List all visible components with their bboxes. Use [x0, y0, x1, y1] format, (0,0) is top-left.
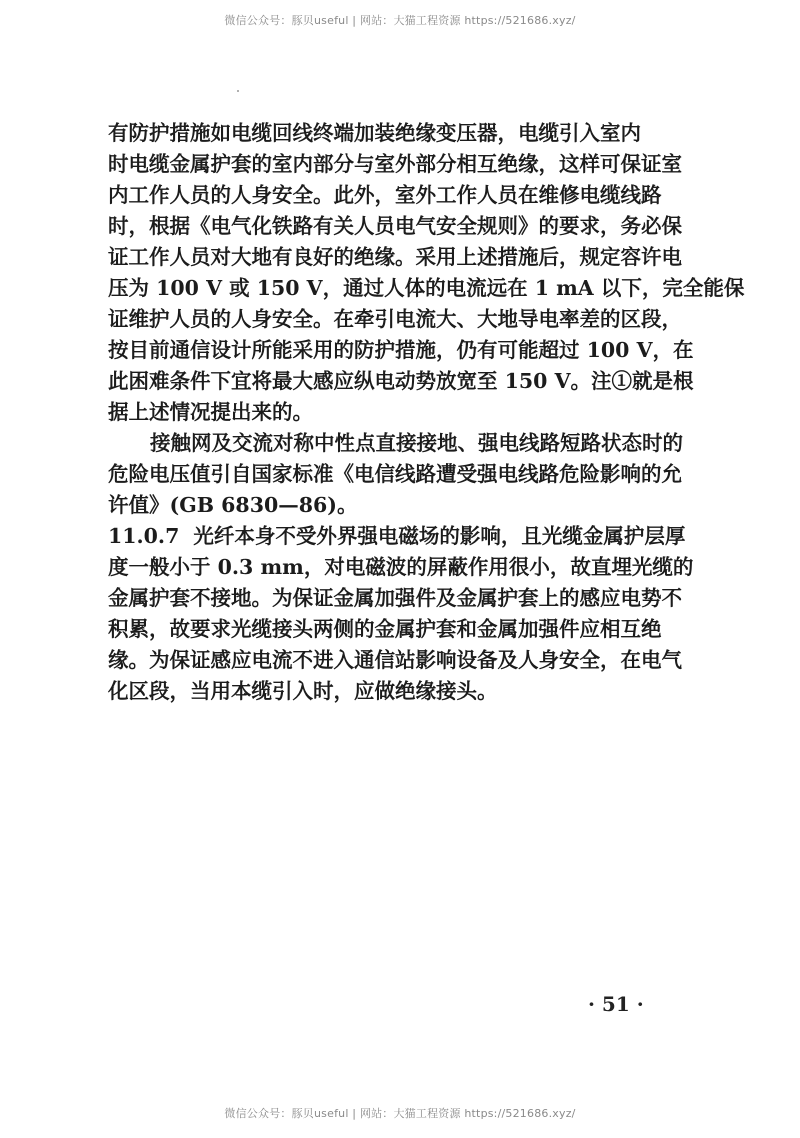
text-line: 有防护措施如电缆回线终端加装绝缘变压器，电缆引入室内	[108, 121, 641, 145]
text-line: 度一般小于 0.3 mm，对电磁波的屏蔽作用很小，故直埋光缆的	[108, 555, 694, 579]
text-line: 化区段，当用本缆引入时，应做绝缘接头。	[108, 679, 498, 703]
text-line: 内工作人员的人身安全。此外，室外工作人员在维修电缆线路	[108, 183, 662, 207]
section-number: 11.0.7	[108, 524, 180, 548]
text-line: 按目前通信设计所能采用的防护措施，仍有可能超过 100 V，在	[108, 338, 694, 362]
text-line: 压为 100 V 或 150 V，通过人体的电流远在 1 mA 以下，完全能保	[108, 276, 745, 300]
watermark-top: 微信公众号：豚贝useful | 网站：大猫工程资源 https://521686.xyz/	[224, 14, 576, 27]
document-body	[108, 118, 745, 707]
section-first-line	[108, 521, 692, 552]
text-line: 危险电压值引自国家标准《电信线路遭受强电线路危险影响的允	[108, 462, 682, 486]
paragraph-1	[108, 118, 745, 428]
text-line: 金属护套不接地。为保证金属加强件及金属护套上的感应电势不	[108, 586, 682, 610]
page-number: · 51 ·	[588, 992, 644, 1016]
text-line: 据上述情况提出来的。	[108, 400, 313, 424]
text-line: 证维护人员的人身安全。在牵引电流大、大地导电率差的区段，	[108, 307, 682, 331]
text-line: 此困难条件下宜将最大感应纵电动势放宽至 150 V。注①就是根	[108, 369, 694, 393]
scan-dot	[237, 90, 239, 92]
text-line: 光纤本身不受外界强电磁场的影响，且光缆金属护层厚	[193, 524, 686, 548]
text-line: 证工作人员对大地有良好的绝缘。采用上述措施后，规定容许电	[108, 245, 682, 269]
text-line: 积累，故要求光缆接头两侧的金属护套和金属加强件应相互绝	[108, 617, 662, 641]
watermark-bottom: 微信公众号：豚贝useful | 网站：大猫工程资源 https://521686.xyz/	[224, 1107, 576, 1120]
section-11-0-7	[108, 521, 692, 707]
paragraph-2	[108, 428, 692, 521]
text-line: 时电缆金属护套的室内部分与室外部分相互绝缘，这样可保证室	[108, 152, 682, 176]
text-line: 时，根据《电气化铁路有关人员电气安全规则》的要求，务必保	[108, 214, 682, 238]
text-line: 缘。为保证感应电流不进入通信站影响设备及人身安全，在电气	[108, 648, 682, 672]
text-line: 许值》(GB 6830—86)。	[108, 493, 358, 517]
text-line: 接触网及交流对称中性点直接接地、强电线路短路状态时的	[150, 431, 683, 455]
